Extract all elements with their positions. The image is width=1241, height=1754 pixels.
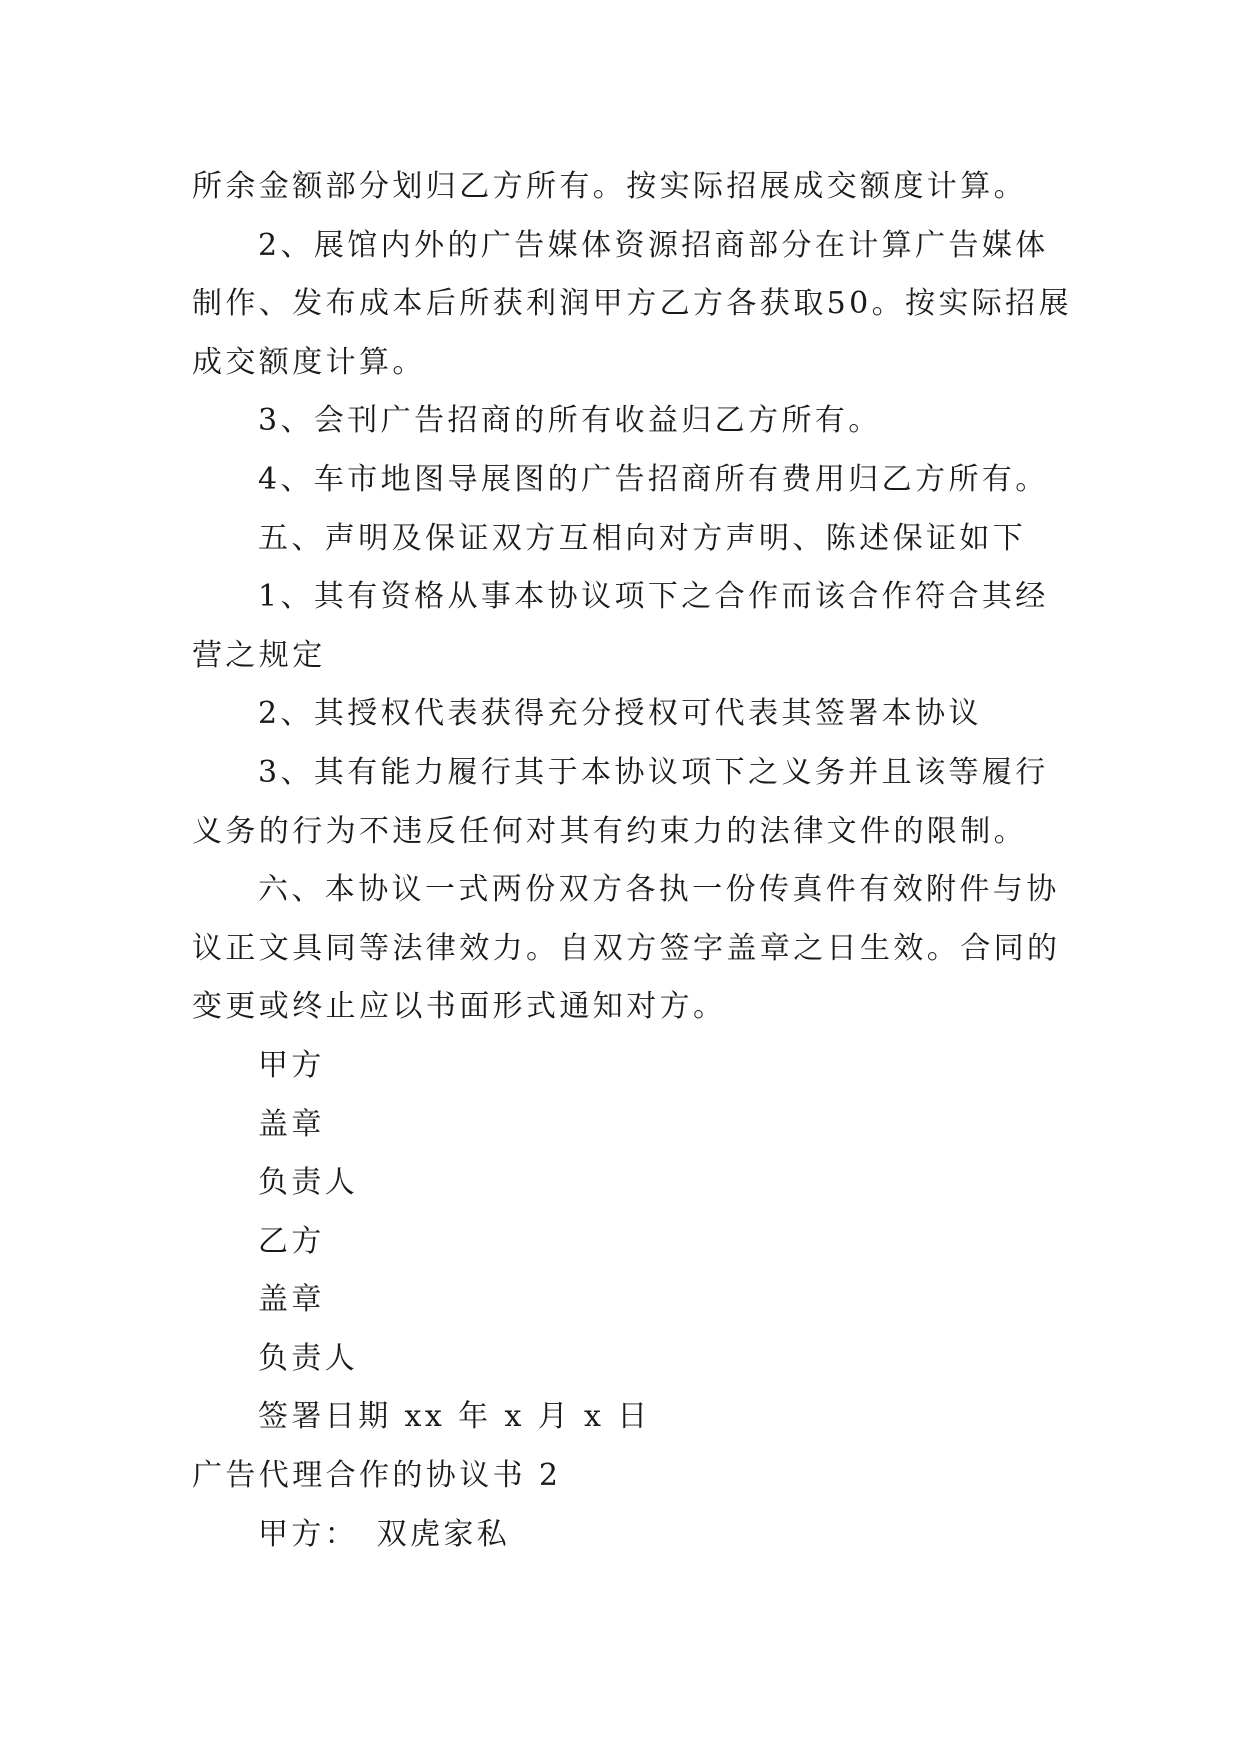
paragraph-line: 1、其有资格从事本协议项下之合作而该合作符合其经 (258, 579, 1049, 615)
paragraph-line: 变更或终止应以书面形式通知对方。 (192, 989, 727, 1025)
paragraph-line: 成交额度计算。 (192, 344, 426, 380)
paragraph-line: 2、展馆内外的广告媒体资源招商部分在计算广告媒体 (258, 227, 1049, 263)
party-a-label: 甲方 (258, 1047, 325, 1083)
paragraph-line: 3、会刊广告招商的所有收益归乙方所有。 (258, 403, 882, 439)
seal-label: 盖章 (258, 1106, 325, 1142)
paragraph-line: 营之规定 (192, 637, 326, 673)
document-title: 广告代理合作的协议书 2 (192, 1458, 562, 1494)
party-a-name: 甲方： 双虎家私 (258, 1516, 511, 1552)
paragraph-line: 2、其授权代表获得充分授权可代表其签署本协议 (258, 696, 982, 732)
signing-date: 签署日期 xx 年 x 月 x 日 (258, 1399, 651, 1435)
section-heading-five: 五、声明及保证双方互相向对方声明、陈述保证如下 (258, 520, 1027, 556)
responsible-person-label: 负责人 (258, 1165, 359, 1201)
seal-label: 盖章 (258, 1282, 325, 1318)
paragraph-line: 4、车市地图导展图的广告招商所有费用归乙方所有。 (258, 461, 1049, 497)
section-heading-six: 六、本协议一式两份双方各执一份传真件有效附件与协 (258, 872, 1060, 908)
paragraph-line: 义务的行为不违反任何对其有约束力的法律文件的限制。 (192, 813, 1027, 849)
document-body (192, 158, 1072, 1564)
paragraph-line: 制作、发布成本后所获利润甲方乙方各获取50。按实际招展 (192, 286, 1072, 322)
responsible-person-label: 负责人 (258, 1340, 359, 1376)
paragraph-line: 3、其有能力履行其于本协议项下之义务并且该等履行 (258, 754, 1049, 790)
paragraph-line: 议正文具同等法律效力。自双方签字盖章之日生效。合同的 (192, 930, 1061, 966)
paragraph-line: 所余金额部分划归乙方所有。按实际招展成交额度计算。 (192, 169, 1027, 204)
party-b-label: 乙方 (258, 1223, 325, 1259)
